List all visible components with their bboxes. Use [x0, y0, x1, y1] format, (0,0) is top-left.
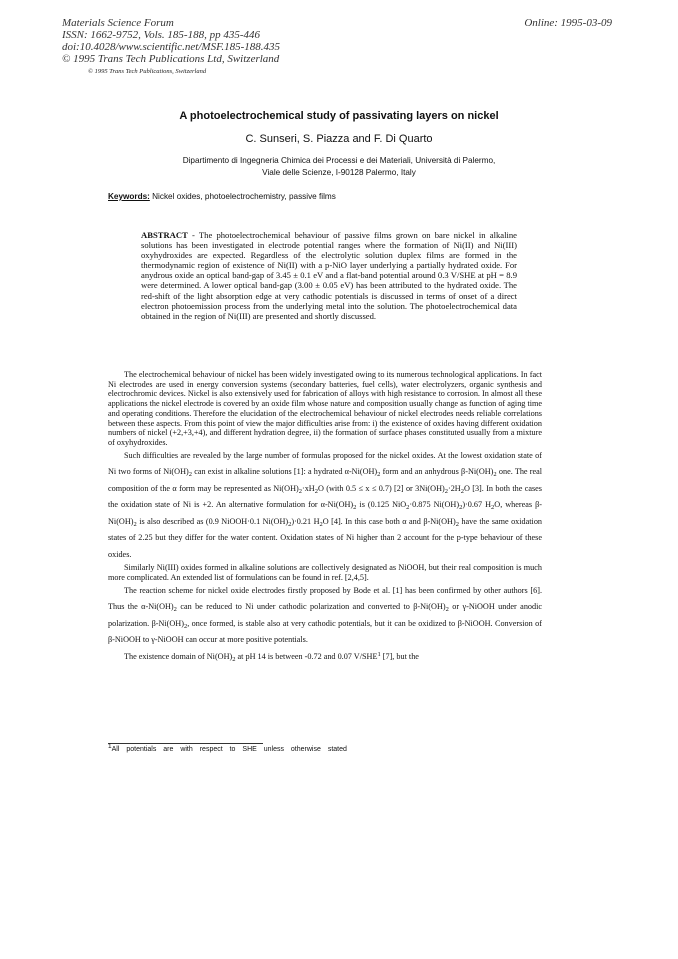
footnote-text: All potentials are with respect to SHE unless otherwise stated [111, 746, 347, 753]
body-text [108, 370, 542, 665]
keywords [108, 192, 336, 201]
affiliation-line-1: Dipartimento di Ingegneria Chimica dei Processi e dei Materiali, Università di Palermo, [182, 156, 496, 165]
publisher-copyright: © 1995 Trans Tech Publications Ltd, Switzerland [62, 53, 280, 65]
footnote-mark: 1 [108, 743, 112, 750]
paper-authors: C. Sunseri, S. Piazza and F. Di Quarto [245, 133, 433, 145]
issn-line: ISSN: 1662-9752, Vols. 185-188, pp 435-446 [62, 29, 260, 41]
paragraph-5: The existence domain of $Ni(OH)_2$ at pH 14 is between -0.72 and 0.07 V/SHE$^1$ [7], but the [124, 650, 419, 663]
paragraph-4: The reaction scheme for nickel oxide electrodes firstly proposed by Bode et al. [1] has been confirmed by other authors [6]. Thus the $\alpha-Ni(OH)_2$ can be reduced to Ni under cathodic polarization and converted to $\beta-Ni(OH)_2$ or γ-NiOOH under anodic polarization. $\beta-Ni(OH)_2$, once formed, is stable also at very cathodic potentials, but it can be oxidized to β-NiOOH. Conversion of β-NiOOH to γ-NiOOH can occur at more positive potentials. [108, 585, 543, 645]
affiliation [0, 155, 678, 179]
footnote-ref[interactable]: 1 [377, 650, 381, 658]
paragraph-3: Similarly Ni(III) oxides formed in alkaline solutions are collectively designated as NiOOH, but their real composition is much more complicated. An extended list of formulations can be found in ref. [2,4,5]. [108, 563, 542, 582]
keywords-label: Keywords: [108, 192, 150, 201]
journal-header [62, 17, 280, 65]
journal-name: Materials Science Forum [62, 17, 174, 29]
abstract-label: ABSTRACT [141, 230, 188, 240]
paper-title: A photoelectrochemical study of passivating layers on nickel [179, 110, 499, 122]
doi-line[interactable]: doi:10.4028/www.scientific.net/MSF.185-188.435 [62, 41, 281, 53]
online-date: Online: 1995-03-09 [524, 17, 612, 29]
affiliation-line-2: Viale delle Scienze, I-90128 Palermo, Italy [262, 168, 416, 177]
abstract-text: - The photoelectrochemical behaviour of passive films grown on bare nickel in alkaline solutions has been investigated in electrode potential ranges where the formation of Ni(II) and Ni(III) oxyhydroxides are expected. Regardless of the electrolytic solution duplex films are formed in the thermodynamic region of existence of Ni(II) with a p-NiO layer underlying a partially hydrated oxide. For anydrous oxide an optical band-gap of 3.45 ± 0.1 eV and a flat-band potential around 0.3 V/SHE at pH = 8.9 were determined. A lower optical band-gap (3.00 ± 0.05 eV) has been attributed to the hydrated oxide. The red-shift of the light absorption edge at very cathodic potentials is discussed in terms of onset of a direct electron photoemission process from the underlying metal into the solution. The photoelectrochemical data obtained in the region of Ni(III) are presented and shortly discussed. [141, 230, 517, 321]
keywords-text: Nickel oxides, photoelectrochemistry, passive films [152, 192, 336, 201]
print-copyright: © 1995 Trans Tech Publications, Switzerland [88, 68, 207, 75]
paragraph-1: The electrochemical behaviour of nickel has been widely investigated owing to its numerous technological applications. In fact Ni electrodes are used in energy conversion systems (secondary batteries, fuel cells), water electrolyzers, organic synthesis and electrochromic devices. Nickel is also extensively used for fabrication of alloys with high resistance to corrosion. In almost all these applications the nickel electrode is covered by an oxide film whose nature and composition usually change as function of aging time and operating conditions. Therefore the elucidation of the electrochemical behaviour of nickel electrodes needs reliable correlations between these aspects. From this point of view the major difficulties arise from: i) the existence of oxides having different oxidation numbers of nickel (+2,+3,+4), and different hydration degree, ii) the formation of surface phases constituted usually from a mixture of oxyhydroxides. [108, 370, 542, 447]
abstract [141, 230, 517, 321]
paragraph-2: Such difficulties are revealed by the large number of formulas proposed for the nickel oxides. At the lowest oxidation state of Ni two forms of $Ni(OH)_2$ can exist in alkaline solutions [1]: a hydrated $\alpha-Ni(OH)_2$ form and an anhydrous $\beta-Ni(OH)_2$ one. The real composition of the α form may be represented as $Ni(OH)_2\cdot xH_2O$ (with 0.5 ≤ x ≤ 0.7) [2] or $3Ni(OH)_2\cdot 2H_2O$ [3]. In both the cases the oxidation state of Ni is +2. An alternative formulation for $\alpha-Ni(OH)_2$ is (0.125 NiO$_2$·0.875 $Ni(OH)_2)\cdot 0.67$ $H_2O$, whereas $\beta-Ni(OH)_2$ is also described as (0.9 NiOOH·0.1 $Ni(OH)_2)\cdot 0.21$ $H_2O$ [4]. In this case both α and $\beta-Ni(OH)_2$ have the same oxidation states of 2.25 but they differ for the water content. Oxidation states of Ni higher than 2 account for the p-type behaviour of these oxides. [108, 450, 543, 559]
footnote-divider [108, 743, 263, 744]
footnote [108, 743, 347, 753]
